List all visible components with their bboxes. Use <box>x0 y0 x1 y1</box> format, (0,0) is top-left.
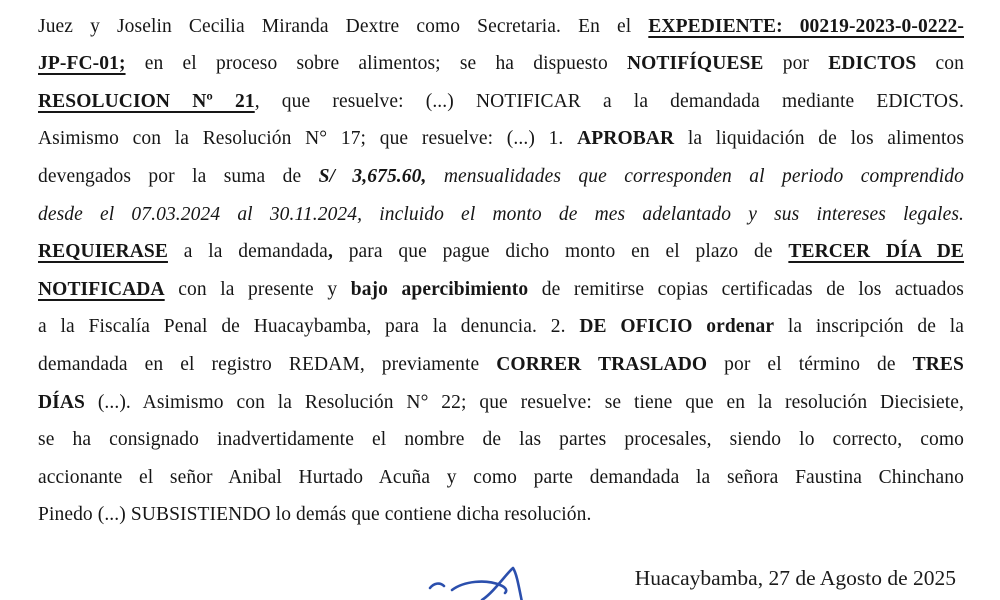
text-run: EXPEDIENTE: 00219-2023-0-0222- <box>648 15 964 37</box>
text-line <box>38 158 964 196</box>
text-run: DE OFICIO ordenar <box>579 316 775 338</box>
text-run: Asimismo con la Resolución N° 17; que resuelve: (...) 1. <box>38 128 578 150</box>
text-line <box>38 346 964 384</box>
text-run: CORRER TRASLADO <box>496 353 708 375</box>
text-line <box>38 271 964 309</box>
text-run: devengados por la suma de <box>38 165 319 187</box>
text-run: demandada en el registro REDAM, previamente <box>38 353 497 375</box>
text-run: NOTIFICADA <box>38 278 165 300</box>
text-run: por el término de <box>707 353 913 375</box>
text-run: la liquidación de los alimentos <box>674 128 965 150</box>
text-run: REQUIERASE <box>38 241 168 263</box>
date-line: Huacaybamba, 27 de Agosto de 2025 <box>634 566 956 590</box>
text-run: , que resuelve: (...) NOTIFICAR a la demandada mediante EDICTOS. <box>254 90 964 112</box>
text-run: TRES <box>912 353 964 375</box>
text-run: S/ 3,675.60, <box>318 165 427 187</box>
text-run: Pinedo (...) SUBSISTIENDO lo demás que contiene dicha resolución. <box>38 504 592 526</box>
text-run: (...). Asimismo con la Resolución N° 22; que resuelve: se tiene que en la resolución Diecisiete, <box>85 391 964 413</box>
text-run: con <box>916 53 964 75</box>
text-run: con la presente y <box>164 278 351 300</box>
text-run: TERCER DÍA DE <box>788 241 965 263</box>
text-line <box>38 120 964 158</box>
text-line <box>38 308 964 346</box>
text-run: a la demandada <box>167 241 328 263</box>
text-run: para que pague dicho monto en el plazo de <box>332 241 789 263</box>
text-run: accionante el señor Anibal Hurtado Acuña y como parte demandada la señora Faustina Chinchano <box>38 466 964 488</box>
text-run: desde el 07.03.2024 al 30.11.2024, incluido el monto de mes adelantado y sus intereses legales. <box>38 203 964 225</box>
text-run: , <box>327 241 333 263</box>
text-run: de remitirse copias certificadas de los actuados <box>528 278 964 300</box>
text-run: NOTIFÍQUESE <box>626 53 764 75</box>
text-line <box>38 233 964 271</box>
text-run: la inscripción de la <box>774 316 965 338</box>
text-run: Juez y Joselin Cecilia Miranda Dextre como Secretaria. En el <box>38 15 649 37</box>
text-run: DÍAS <box>38 391 85 413</box>
text-line <box>38 0 964 8</box>
text-run: a la Fiscalía Penal de Huacaybamba, para la denuncia. 2. <box>38 316 580 338</box>
text-line <box>38 384 964 422</box>
text-line <box>38 496 964 534</box>
text-run: mensualidades que corresponden al periodo comprendido <box>426 165 964 187</box>
text-line <box>38 421 964 459</box>
text-run: en el proceso sobre alimentos; se ha dispuesto <box>125 53 627 75</box>
text-line <box>38 45 964 83</box>
text-line <box>38 8 964 46</box>
document-text <box>38 0 964 534</box>
text-run: se ha consignado inadvertidamente el nombre de las partes procesales, siendo lo correcto, como <box>38 429 964 451</box>
text-run: EDICTOS <box>828 53 917 75</box>
text-run: APROBAR <box>577 128 675 150</box>
text-run: bajo apercibimiento <box>350 278 529 300</box>
text-run: RESOLUCION Nº 21 <box>38 90 255 112</box>
text-run: JP-FC-01; <box>38 53 126 75</box>
text-run: por <box>763 53 829 75</box>
signature-stroke <box>418 552 548 600</box>
text-line <box>38 459 964 497</box>
text-line <box>38 83 964 121</box>
text-line <box>38 196 964 234</box>
